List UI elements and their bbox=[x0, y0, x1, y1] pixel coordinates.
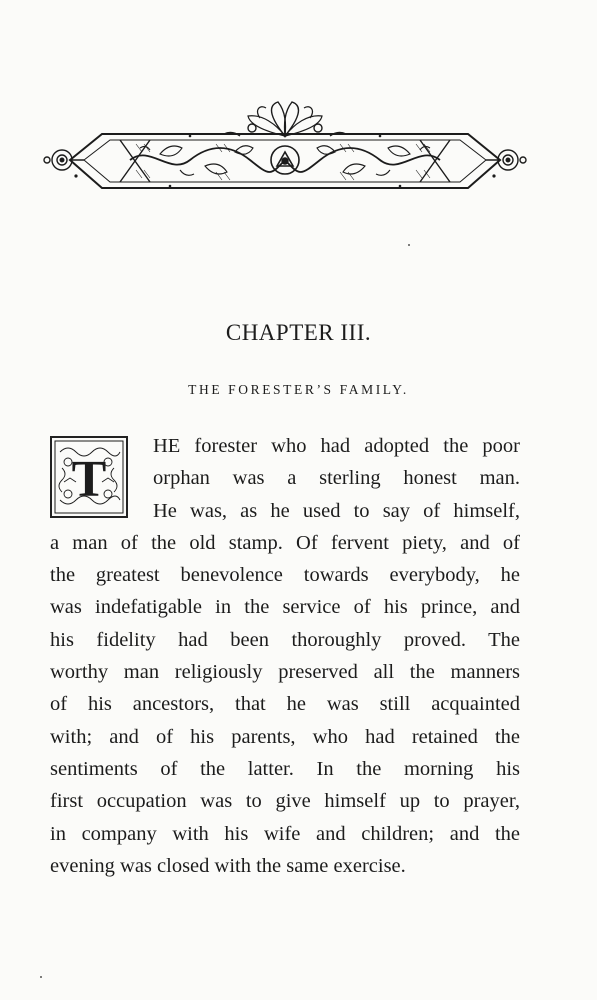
drop-cap bbox=[50, 436, 128, 518]
text-line: a man of the old stamp. Of fervent piety, and of bbox=[50, 531, 520, 554]
text-line: in company with his wife and children; and the bbox=[50, 822, 520, 845]
text-line: was indefatigable in the service of his prince, and bbox=[50, 596, 520, 619]
drop-cap-letter: T bbox=[71, 451, 107, 508]
chapter-subtitle: THE FORESTER’S FAMILY. bbox=[188, 382, 409, 397]
chapter-title: CHAPTER III. bbox=[225, 320, 372, 345]
text-line: orphan was a sterling honest man. bbox=[153, 467, 520, 490]
text-line: HE forester who had adopted the poor bbox=[153, 435, 520, 457]
headpiece-ornament bbox=[40, 96, 530, 206]
text-line: with; and of his parents, who had retained the bbox=[50, 725, 520, 748]
text-line: sentiments of the latter. In the morning his bbox=[50, 757, 520, 780]
paper-speck bbox=[40, 976, 42, 978]
text-line: first occupation was to give himself up to prayer, bbox=[50, 790, 520, 813]
text-line: evening was closed with the same exercise. bbox=[50, 854, 406, 877]
text-line: his fidelity had been thoroughly proved. The bbox=[50, 628, 520, 651]
text-line: of his ancestors, that he was still acquainted bbox=[50, 693, 520, 716]
paper-speck bbox=[408, 244, 410, 246]
text-line: the greatest benevolence towards everybody, he bbox=[50, 564, 520, 587]
text-line: worthy man religiously preserved all the manners bbox=[50, 661, 520, 684]
text-line: He was, as he used to say of himself, bbox=[153, 499, 520, 522]
